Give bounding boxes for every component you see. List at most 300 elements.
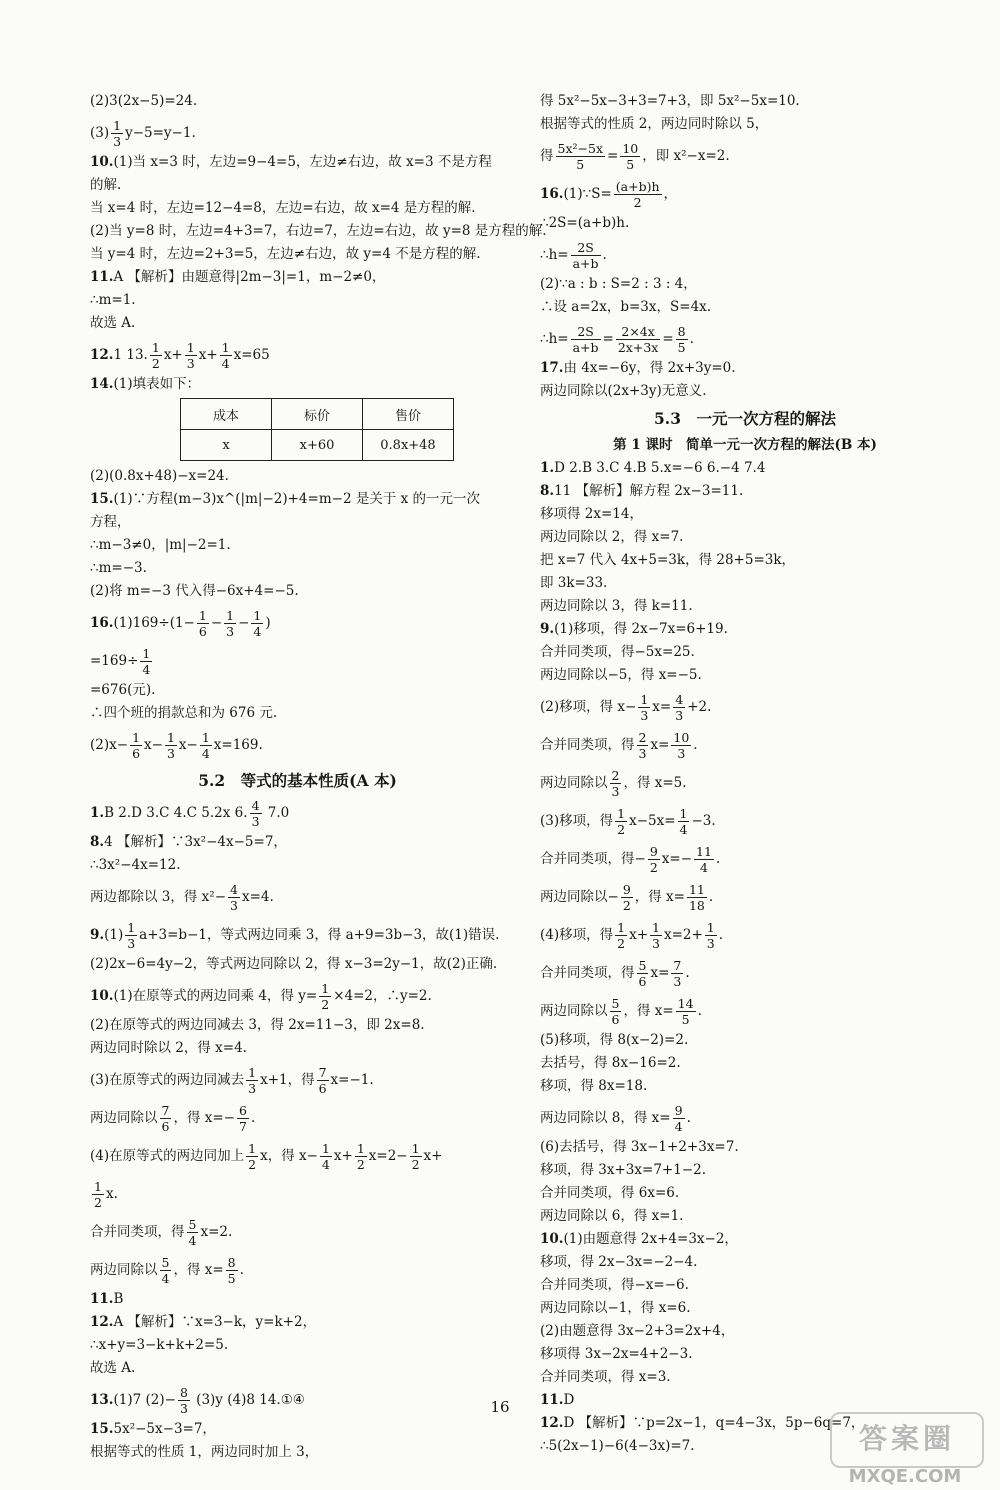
answer-text: ∴设 a=2x，b=3x，S=4x. (540, 299, 712, 315)
question-number: 8. (540, 483, 555, 499)
fraction (355, 1141, 367, 1172)
section-title: 5.3 一元一次方程的解法 (654, 409, 836, 428)
answer-line (90, 879, 505, 915)
answer-text: a+3=b−1，等式两边同乘 3，得 a+9=3b−3，故(1)错误. (139, 927, 500, 943)
table-header-cell: 售价 (363, 399, 454, 430)
numerator: 10 (673, 730, 690, 745)
answer-line (90, 1313, 505, 1332)
answer-text: B (113, 1291, 124, 1307)
numerator: 2S (571, 240, 601, 256)
answer-text: 的解. (90, 177, 122, 193)
answer-text: x=65 (233, 347, 270, 363)
numerator: 1 (617, 920, 626, 935)
denominator: 4 (679, 822, 688, 837)
answer-line (90, 1336, 505, 1355)
fraction (694, 844, 714, 875)
fraction (317, 1065, 329, 1096)
answer-text: 得 5x²−5x−3+3=7+3，即 5x²−5x=10. (540, 93, 800, 109)
question-number: 10. (540, 1231, 564, 1247)
answer-text: y−5=y−1. (125, 125, 196, 141)
answer-text: ，得 x= (623, 1003, 674, 1019)
answer-line (540, 1299, 950, 1318)
table-cell: 0.8x+48 (363, 430, 454, 461)
question-number: 11. (90, 1291, 114, 1307)
answer-line (540, 597, 950, 616)
question-number: 11. (90, 269, 114, 285)
answer-line (540, 1031, 950, 1050)
answer-line (540, 382, 950, 401)
answer-line (540, 298, 950, 317)
fraction (150, 340, 162, 371)
answer-text: ，得 x= (634, 889, 685, 905)
answer-line (540, 1322, 950, 1341)
fraction (125, 920, 137, 951)
answer-text: 两边同除以 (540, 1003, 608, 1019)
answer-line (540, 1230, 950, 1249)
answer-text: 两边同除以 8，得 x= (540, 1110, 671, 1126)
fraction (185, 340, 197, 371)
fraction (648, 844, 660, 875)
answer-text: ∴3x²−4x=12. (90, 857, 181, 873)
numerator: 1 (186, 340, 195, 355)
denominator: 3 (706, 936, 715, 951)
answer-text: 两边同除以 2，得 x=7. (540, 529, 684, 545)
answer-line (540, 1276, 950, 1295)
answer-text: x=− (661, 851, 693, 867)
answer-line (90, 1252, 505, 1288)
answer-text: 把 x=7 代入 4x+5=3k，得 28+5=3k， (540, 552, 796, 568)
question-number: 12. (90, 347, 114, 363)
answer-line (540, 689, 950, 725)
fraction (220, 340, 232, 371)
section-title: 5.2 等式的基本性质(A 本) (198, 771, 397, 790)
answer-line (90, 704, 505, 723)
answer-text: =676(元). (90, 682, 156, 698)
answer-line (90, 1039, 505, 1058)
question-number: 12. (540, 1415, 564, 1431)
denominator: 2 (356, 1157, 365, 1172)
answer-text: 两边同除以 6，得 x=1. (540, 1208, 684, 1224)
answer-line (90, 582, 505, 601)
question-number: 12. (90, 1314, 114, 1330)
fraction (571, 240, 601, 271)
answer-text: (1)在原等式的两边同乘 4，得 y= (113, 988, 318, 1004)
question-number: 14. (90, 376, 114, 392)
answer-text: x，得 x− (260, 1148, 318, 1164)
numerator: 1 (221, 340, 230, 355)
denominator: 5 (681, 1012, 690, 1027)
answer-text: x− (144, 737, 163, 753)
question-number: 8. (90, 834, 105, 850)
denominator: 4 (142, 662, 151, 677)
answer-text: 两边同除以 (540, 775, 608, 791)
answer-text: x+ (198, 347, 218, 363)
answer-line (540, 841, 950, 877)
denominator: 3 (113, 134, 122, 149)
fraction (615, 920, 627, 951)
question-number: 9. (90, 927, 105, 943)
denominator: 3 (186, 356, 195, 371)
answer-line (90, 978, 505, 1014)
denominator: 6 (611, 1012, 620, 1027)
numerator: 1 (253, 608, 262, 623)
question-number: 10. (90, 154, 114, 170)
numerator: 6 (238, 1103, 247, 1118)
answer-line (540, 955, 950, 991)
numerator: 9 (649, 844, 658, 859)
fraction (614, 179, 662, 210)
answer-text: x+ (423, 1148, 443, 1164)
numerator: 11 (688, 882, 705, 897)
denominator: 6 (132, 746, 141, 761)
denominator: 6 (198, 624, 207, 639)
numerator: 1 (652, 920, 660, 935)
answer-line (540, 1253, 950, 1272)
denominator: 3 (652, 936, 660, 951)
answer-text: 移项得 2x=14， (540, 506, 643, 522)
numerator: 1 (113, 118, 122, 133)
answer-line (540, 879, 950, 915)
answer-line (90, 643, 505, 679)
denominator: 2 (633, 195, 642, 210)
fraction (410, 1141, 422, 1172)
answer-line (90, 115, 505, 151)
answer-text: 合并同类项，得 x=3. (540, 1369, 671, 1385)
answer-line (540, 115, 950, 134)
answer-text: x= (650, 737, 670, 753)
answer-text: x=2+ (663, 927, 703, 943)
answer-line (540, 275, 950, 294)
numerator: 1 (321, 1141, 330, 1156)
denominator: 2 (617, 936, 626, 951)
numerator: 2 (611, 768, 620, 783)
denominator: 2 (649, 860, 658, 875)
answer-line (90, 467, 505, 486)
question-number: 11. (540, 1392, 564, 1408)
answer-line (90, 314, 505, 333)
numerator: 14 (677, 996, 694, 1011)
fraction (556, 141, 606, 172)
denominator: 4 (188, 1233, 197, 1248)
answer-line (90, 176, 505, 195)
answer-line (90, 337, 505, 373)
answer-text: (3)在原等式的两边同减去 (90, 1072, 245, 1088)
answer-text: ∴四个班的捐款总和为 676 元. (90, 705, 278, 721)
numerator: 1 (617, 806, 626, 821)
answer-line (90, 375, 505, 394)
answer-text: x=2− (368, 1148, 408, 1164)
answer-line (540, 1345, 950, 1364)
numerator: 1 (151, 340, 160, 355)
fraction (637, 730, 649, 761)
answer-line (90, 1138, 505, 1174)
answer-line (90, 727, 505, 763)
fraction (92, 1179, 104, 1210)
answer-text: 两边同除以 (90, 1262, 158, 1278)
answer-text: 两边同除以−1，得 x=6. (540, 1300, 691, 1316)
fraction (610, 768, 622, 799)
numerator: 5 (188, 1217, 197, 1232)
answer-text: 由 4x=−6y，得 2x+3y=0. (563, 360, 736, 376)
denominator: 18 (688, 898, 705, 913)
fraction (237, 1103, 249, 1134)
denominator: 5 (576, 157, 585, 172)
answer-text: (2)将 m=−3 代入得−6x+4=−5. (90, 583, 299, 599)
answer-line (540, 214, 950, 233)
answer-text: 两边同除以(2x+3y)无意义. (540, 383, 707, 399)
answer-text: 方程， (90, 514, 131, 530)
answer-text: x+ (163, 347, 183, 363)
numerator: 2×4x (616, 324, 660, 340)
numerator: 5 (611, 996, 620, 1011)
answer-line (90, 1062, 505, 1098)
numerator: 11 (696, 844, 712, 859)
answer-text: (2)x− (90, 737, 129, 753)
numerator: 2S (571, 324, 601, 340)
answer-text: 两边同除以−5，得 x=−5. (540, 667, 702, 683)
answer-line (540, 459, 950, 478)
answer-text: (2)当 y=8 时，左边=4+3=7，右边=7，左边=右边，故 y=8 是方程的解. (90, 223, 547, 239)
fraction (673, 1103, 685, 1134)
fraction (251, 608, 263, 639)
answer-text: (2)由题意得 3x−2+3=2x+4， (540, 1323, 735, 1339)
numerator: 1 (166, 730, 175, 745)
answer-text: D 【解析】∵p=2x−1，q=4−3x，5p−6q=7， (563, 1415, 865, 1431)
answer-text: 5x²−5x−3=7， (113, 1421, 216, 1437)
answer-line (540, 666, 950, 685)
table-cell: x+60 (272, 430, 363, 461)
numerator: 7 (318, 1065, 327, 1080)
answer-line (90, 199, 505, 218)
numerator: 1 (198, 608, 207, 623)
answer-text: x= (652, 699, 672, 715)
answer-text: ∴m=1. (90, 292, 136, 308)
answer-line (90, 795, 505, 831)
answer-text: ×4=2，∴y=2. (333, 988, 432, 1004)
answer-text: ，得 x=5. (623, 775, 687, 791)
denominator: a+b (572, 256, 599, 271)
fraction (705, 920, 717, 951)
answer-text: 合并同类项，得 6x=6. (540, 1185, 680, 1201)
answer-text: x− (178, 737, 198, 753)
answer-line (540, 1054, 950, 1073)
denominator: 4 (221, 356, 230, 371)
answer-text: (1)∵方程(m−3)x^(|m|−2)+4=m−2 是关于 x 的一元一次 (113, 491, 481, 507)
answer-text: 11 【解析】解方程 2x−3=11. (554, 483, 744, 499)
denominator: 4 (699, 860, 708, 875)
answer-text: x= (650, 965, 670, 981)
denominator: 4 (321, 1157, 330, 1172)
answer-text: A 【解析】∵x=3−k，y=k+2， (113, 1314, 317, 1330)
answer-text: x−5x= (629, 813, 676, 829)
answer-text: x+ (629, 927, 649, 943)
answer-line (90, 681, 505, 700)
fraction (616, 324, 660, 355)
answer-text: (2)在原等式的两边同减去 3，得 2x=11−3，即 2x=8. (90, 1017, 425, 1033)
answer-text: 合并同类项，得 (90, 1224, 185, 1240)
answer-text: (1)填表如下： (113, 376, 201, 392)
table-cell: x (181, 430, 272, 461)
answer-text: 两边都除以 3，得 x²− (90, 889, 227, 905)
answer-line (540, 505, 950, 524)
answer-line (540, 1184, 950, 1203)
right-column (540, 92, 950, 1460)
numerator: 1 (679, 806, 688, 821)
denominator: 7 (238, 1119, 247, 1134)
fraction (246, 1141, 258, 1172)
answer-line (540, 727, 950, 763)
answer-line (90, 1100, 505, 1136)
denominator: 2 (622, 898, 631, 913)
fraction (637, 958, 649, 989)
watermark-url: MXQE.COM (848, 1466, 962, 1487)
numerator: 7 (673, 958, 682, 973)
numerator: 1 (248, 1141, 257, 1156)
numerator: 1 (226, 608, 235, 623)
denominator: 3 (640, 708, 649, 723)
fraction (678, 806, 690, 837)
answer-text: (1)∵S= (563, 186, 612, 202)
answer-text: . (689, 331, 694, 347)
answer-line (540, 1368, 950, 1387)
answer-text: . (685, 965, 690, 981)
question-number: 13. (90, 1392, 114, 1408)
answer-text: ∴m=−3. (90, 560, 147, 576)
answer-text: 即 3k=33. (540, 575, 608, 591)
denominator: 4 (201, 746, 210, 761)
denominator: 3 (251, 814, 260, 829)
answer-text: 当 x=4 时，左边=12−4=8，左边=右边，故 x=4 是方程的解. (90, 200, 476, 216)
answer-text: (1)7 (2)− (113, 1392, 176, 1408)
answer-line (540, 92, 950, 111)
denominator: 3 (677, 746, 686, 761)
answer-text: 移项，得 8x=18. (540, 1078, 648, 1094)
answer-line (90, 1443, 505, 1462)
answer-text: 合并同类项，得−5x=25. (540, 644, 695, 660)
answer-text: (2)(0.8x+48)−x=24. (90, 468, 229, 484)
answer-line (540, 359, 950, 378)
numerator: 10 (622, 141, 639, 156)
answer-line (540, 917, 950, 953)
answer-text: (4)移项，得 (540, 927, 614, 943)
fraction (621, 882, 633, 913)
answer-text: . (715, 851, 721, 867)
denominator: 2 (248, 1157, 257, 1172)
answer-text: +2. (687, 699, 712, 715)
fraction (228, 882, 240, 913)
fraction (615, 806, 627, 837)
answer-text: 两边同除以 (90, 1110, 158, 1126)
fraction (224, 608, 236, 639)
answer-text: ) (265, 615, 271, 631)
answer-text: ， (663, 186, 678, 202)
answer-text: (2)2x−6=4y−2，等式两边同除以 2，得 x−3=2y−1，故(2)正确. (90, 956, 498, 972)
numerator: 4 (230, 882, 238, 897)
answer-text: . (697, 1003, 702, 1019)
denominator: 2 (321, 997, 330, 1012)
answer-text: − (238, 615, 250, 631)
answer-text: 去括号，得 8x−16=2. (540, 1055, 681, 1071)
answer-text: 根据等式的性质 1，两边同时加上 3， (90, 1444, 319, 1460)
numerator: 1 (411, 1141, 420, 1156)
answer-text: (2)∵a : b : S=2 : 3 : 4， (540, 276, 697, 292)
answer-line (90, 917, 505, 953)
fraction (130, 730, 142, 761)
denominator: 6 (318, 1081, 327, 1096)
numerator: 1 (706, 920, 715, 935)
fraction (197, 608, 209, 639)
answer-text: (3)移项，得 (540, 813, 614, 829)
fraction (140, 646, 152, 677)
answer-line (540, 551, 950, 570)
answer-text: (1)由题意得 2x+4=3x−2， (563, 1231, 738, 1247)
fraction (111, 118, 123, 149)
numerator: 1 (132, 730, 141, 745)
denominator: 4 (253, 624, 262, 639)
denominator: 3 (226, 624, 235, 639)
answer-text: =169÷ (90, 653, 139, 669)
answer-text: . (239, 1262, 244, 1278)
fraction (671, 958, 683, 989)
numerator: 1 (356, 1141, 365, 1156)
denominator: 2 (411, 1157, 420, 1172)
answer-line (90, 490, 505, 509)
question-number: 15. (90, 1421, 114, 1437)
denominator: 5 (227, 1271, 236, 1286)
answer-text: x=169. (213, 737, 263, 753)
denominator: 3 (638, 746, 647, 761)
answer-text: (1)169÷(1− (113, 615, 195, 631)
answer-line (540, 482, 950, 501)
answer-text: (5)移项，得 8(x−2)=2. (540, 1032, 689, 1048)
answer-text: D 2.B 3.C 4.B 5.x=−6 6.−4 7.4 (554, 460, 766, 476)
numerator: 5x²−5x (557, 141, 603, 156)
numerator: 8 (179, 1385, 188, 1400)
denominator: 3 (179, 1401, 188, 1416)
answer-text: 根据等式的性质 2，两边同时除以 5， (540, 116, 769, 132)
denominator: 3 (248, 1081, 257, 1096)
answer-line (90, 1420, 505, 1439)
answer-line (540, 321, 950, 357)
answer-text: 7.0 (263, 805, 290, 821)
denominator: 3 (673, 974, 682, 989)
answer-line (90, 153, 505, 172)
answer-text: 两边同时除以 2，得 x=4. (90, 1040, 247, 1056)
fraction (676, 324, 688, 355)
answer-text: 两边同除以 3，得 k=11. (540, 598, 693, 614)
answer-text: 1 13. (113, 347, 148, 363)
answer-line (540, 1207, 950, 1226)
answer-text: 4 【解析】∵3x²−4x−5=7， (104, 834, 287, 850)
answer-line (90, 1359, 505, 1378)
numerator: 5 (638, 958, 647, 973)
fraction (246, 1065, 258, 1096)
answer-line (90, 1290, 505, 1309)
fraction (610, 996, 622, 1027)
table-row (181, 430, 454, 461)
answer-text: x=4. (241, 889, 274, 905)
fraction (571, 324, 601, 355)
answer-text: (1)移项，得 2x−7x=6+19. (554, 621, 728, 637)
answer-text: 得 (540, 148, 554, 164)
answer-line (90, 1016, 505, 1035)
answer-line (540, 1138, 950, 1157)
fraction (320, 1141, 332, 1172)
answer-line (540, 620, 950, 639)
denominator: 5 (626, 157, 635, 172)
answer-text: (1) (104, 927, 124, 943)
denominator: 4 (161, 1271, 170, 1286)
